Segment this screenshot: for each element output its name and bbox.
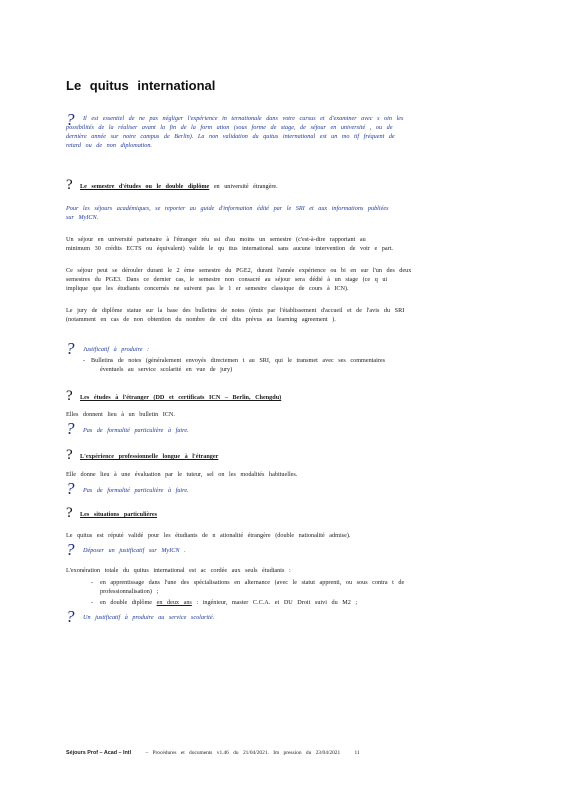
- s1-p4-line-2: (notamment en cas de non obtention du nombre de cré dits prévus au learning agreement ).: [66, 316, 336, 323]
- list-item: - en double diplôme en deux ans : ingénieur, master C.C.A. et DU Droit suivi du M2 ;: [91, 599, 358, 606]
- intro-line-4: retard ou de non diplomation.: [66, 142, 152, 149]
- question-mark-icon: ?: [66, 607, 75, 626]
- dash-marker: -: [91, 579, 94, 586]
- footer: [66, 750, 360, 756]
- question-mark-icon: ?: [66, 177, 73, 193]
- s1-p3-line-1: Ce séjour peut se dérouler durant le 2 ème semestre du PGE2, durant l'année expérience ou bi en sur l'un des deux: [66, 267, 412, 274]
- list-item: - en apprentissage dans l'une des spécialisations en alternance (avec le statut apprenti, ou sous contra t de: [91, 579, 405, 586]
- s1-p2-line-1: Un séjour en université partenaire à l'étranger réu ssi d'au moins un semestre (c'est-à-dire rapportant au: [66, 236, 366, 243]
- question-mark-icon: ?: [66, 419, 75, 438]
- s1-p3-line-2: semestres du PGE3. Dans ce dernier cas, le semestre non consacré au séjour sera dédié à un stage (ce q ui: [66, 276, 388, 283]
- dash-marker: -: [83, 357, 86, 364]
- section-3-heading: L'expérience professionnelle longue à l'étranger: [80, 453, 219, 460]
- section-2-heading: Les études à l'étranger (DD et certificats ICN – Berlin, Chengdu): [80, 394, 282, 401]
- footer-title: Séjours Prof – Acad – Intl: [66, 750, 132, 756]
- section-4-heading: Les situations particulières: [80, 511, 158, 518]
- question-mark-icon: ?: [66, 447, 73, 463]
- list-item-cont: professionnalisation) ;: [100, 588, 159, 595]
- s1-p2-line-2: minimum 30 crédits ECTS ou équivalent) valide le qu itus international sans aucune intervention de votr e part.: [66, 245, 393, 252]
- s2-note: Pas de formalité particulière à faire.: [83, 427, 189, 434]
- s1-p3-line-3: implique que les étudiants concernés ne suivent pas le 1 er semestre classique de cours à ICN).: [66, 285, 349, 292]
- s3-paragraph: Elle donne lieu à une évaluation par le tuteur, sel on les modalités habituelles.: [66, 471, 298, 478]
- intro-line-1: Il est essentiel de ne pas négliger l'expérience in ternationale dans votre cursus et d'examiner avec s oin les: [83, 115, 404, 122]
- question-mark-icon: ?: [66, 479, 75, 498]
- question-mark-icon: ?: [66, 339, 75, 358]
- intro-line-2: possibilités de la réaliser avant la fin de la form ation (sous forme de stage, de séjour en université , ou de: [66, 124, 393, 131]
- s5-paragraph: L'exonération totale du quitus international est ac cordée aux seuls étudiants :: [66, 567, 291, 574]
- list-item-cont: éventuels au service scolarité en vue de jury): [100, 366, 233, 373]
- page-title: Le quitus international: [66, 78, 216, 93]
- s1-p4-line-1: Le jury de diplôme statue sur la base des bulletins de notes (émis par l'établissement d'accueil et de l'avis du SRI: [66, 307, 405, 314]
- s1-p1-line-1: Pour les séjours académiques, se reporter au guide d'information édité par le SRI et aux informations publiées: [66, 205, 389, 212]
- question-mark-icon: ?: [66, 505, 73, 521]
- s3-note: Pas de formalité particulière à faire.: [83, 487, 189, 494]
- s4-paragraph: Le quitus est réputé validé pour les étudiants de n ationalité étrangère (double nationalité admise).: [66, 532, 351, 539]
- s5-note: Un justificatif à produire au service scolarité.: [83, 614, 215, 621]
- question-mark-icon: ?: [66, 388, 73, 404]
- question-mark-icon: ?: [66, 110, 75, 129]
- s2-paragraph: Elles donnent lieu à un bulletin ICN.: [66, 411, 175, 418]
- s1-p1-line-2: sur MyICN.: [66, 214, 99, 221]
- dash-marker: -: [91, 599, 94, 606]
- section-1-heading: Le semestre d'études ou le double diplôme en université étrangère.: [80, 183, 278, 190]
- question-mark-icon: ?: [66, 540, 75, 559]
- footer-info: – Procédures et documents v1.46 du 21/04/2021. Im pression du 23/04/2021: [145, 750, 341, 756]
- intro-line-3: dernière année sur notre campus de Berlin). La non validation du quitus international est un mo tif fréquent de: [66, 133, 395, 140]
- s1-justificatif-label: Justificatif à produire :: [83, 346, 150, 353]
- s4-note: Déposer un justificatif sur MyICN .: [83, 547, 186, 554]
- list-item: - Bulletins de notes (généralement envoyés directemen t au SRI, qui le transmet avec ses commentaires: [83, 357, 386, 364]
- page-number: 11: [354, 750, 360, 756]
